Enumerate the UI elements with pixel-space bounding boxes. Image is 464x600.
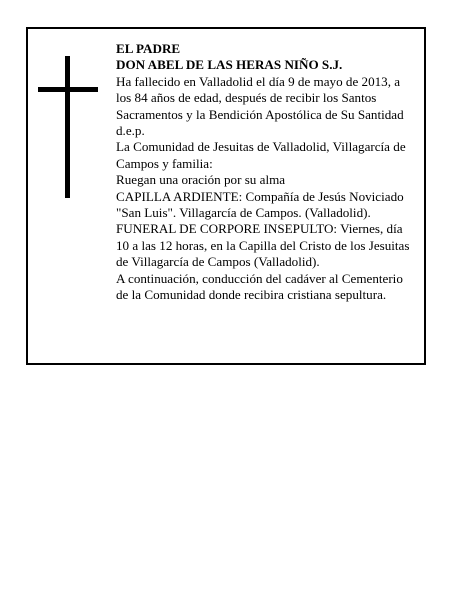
notice-line: FUNERAL DE CORPORE INSEPULTO: Viernes, día — [116, 221, 403, 237]
notice-line: Campos y familia: — [116, 155, 213, 171]
latin-cross-icon — [38, 56, 98, 198]
notice-heading-title: EL PADRE — [116, 41, 181, 56]
notice-line: Sacramentos y la Bendición Apostólica de Su Santidad — [116, 106, 404, 122]
notice-line: La Comunidad de Jesuitas de Valladolid, Villagarcía de — [116, 139, 406, 155]
notice-line: d.e.p. — [116, 123, 145, 139]
notice-line: CAPILLA ARDIENTE: Compañía de Jesús Noviciado — [116, 188, 404, 204]
notice-line: Ruegan una oración por su alma — [116, 172, 286, 188]
notice-line: 10 a las 12 horas, en la Capilla del Cristo de los Jesuitas — [116, 237, 410, 253]
notice-line: "San Luis". Villagarcía de Campos. (Valladolid). — [116, 205, 371, 221]
notice-line: de la Comunidad donde recibira cristiana sepultura. — [116, 287, 387, 303]
notice-line: A continuación, conducción del cadáver al Cementerio — [116, 270, 403, 286]
notice-text — [116, 41, 422, 304]
cross-vertical-bar — [65, 56, 70, 198]
obituary-notice — [26, 27, 426, 365]
notice-heading-name: DON ABEL DE LAS HERAS NIÑO S.J. — [116, 57, 343, 73]
notice-line: los 84 años de edad, después de recibir los Santos — [116, 90, 377, 106]
notice-line: Ha fallecido en Valladolid el día 9 de mayo de 2013, a — [116, 73, 401, 89]
notice-line: de Villagarcía de Campos (Valladolid). — [116, 254, 320, 270]
cross-horizontal-bar — [38, 87, 98, 92]
